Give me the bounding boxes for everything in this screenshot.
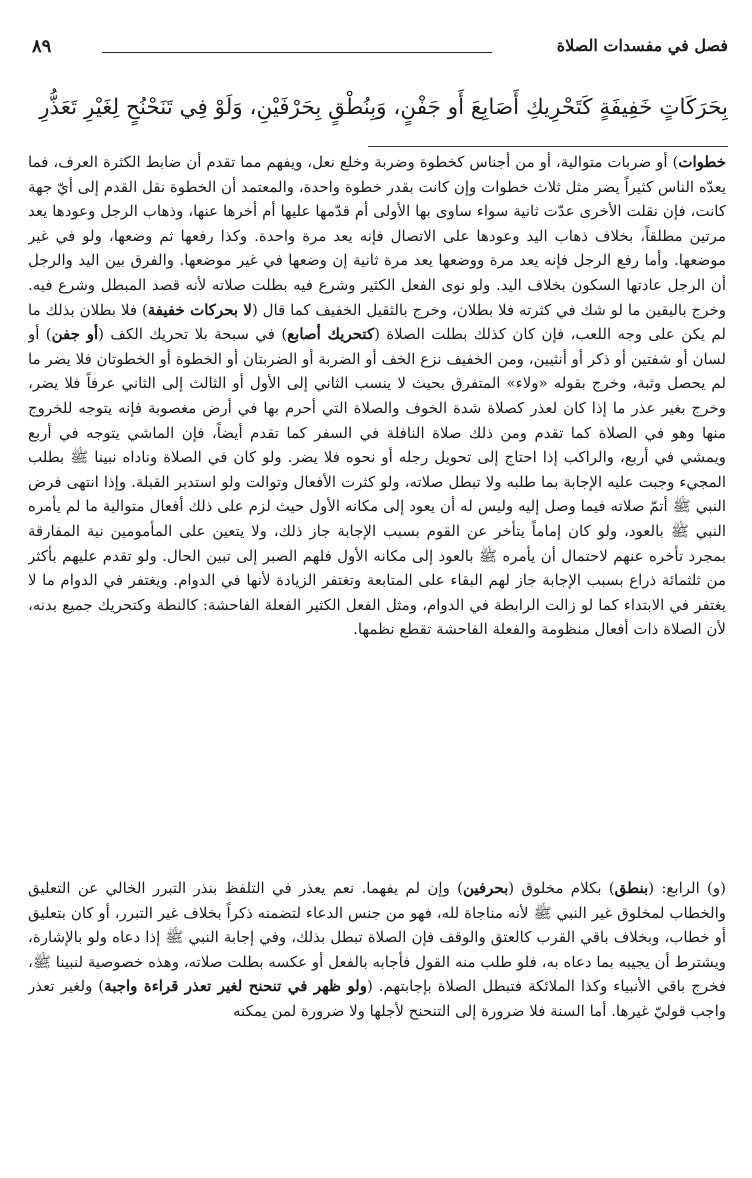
commentary-text: ) وإن لم يفهما. نعم يعذر في التلفظ بنذر التبرر الخالي عن التعليق والخطاب لمخلوق غير النبي ﷺ لأنه مناجاة لله، فهو من جنس الدعاء لتضمنه ذكراً بخلاف غير التبرر، أو كان بتعليق أو خطاب، وبخلاف باقي القرب كالعتق والوقف فإن الصلاة تبطل بذلك، وفي إجابة النبي ﷺ إذا دعاه ولو بالإشارة، ويشترط أن يجيبه بما دعاه به، فلو طلب منه القول فأجابه بالفعل أو عكسه بطلت صلاته، وهذه خصوصية لنبينا ﷺ، فخرج باقي الأنبياء وكذا الملائكة فتبطل الصلاة بإجابتهم. ( (28, 879, 726, 996)
matn-quote: أو جفن (51, 325, 99, 344)
commentary-text: ) في سبحة بلا تحريك الكف ( (98, 325, 288, 344)
matn-quote: بحرفين (463, 879, 509, 897)
commentary-text: ) بكلام مخلوق ( (508, 879, 615, 897)
matn-quote: كتحريك أصابع (287, 325, 375, 344)
commentary-text: ) فلا بطلان بذلك ما لم يكن على وجه اللعب، فإن كان كذلك بطلت الصلاة ( (28, 300, 726, 344)
matn-quote: بنطق (614, 879, 649, 897)
commentary-paragraph-2 (28, 876, 726, 1090)
commentary-text: (و) الرابع: ( (648, 879, 726, 897)
page-header (22, 36, 732, 62)
document-page (22, 0, 732, 1178)
matn-quote: خطوات (678, 153, 726, 171)
matn-quote: لا بحركات خفيفة (147, 300, 252, 319)
chapter-title: فصل في مفسدات الصلاة (556, 36, 728, 55)
footnote-separator (368, 146, 728, 147)
matn-quote: ولو ظهر في تنحنح لغير تعذر قراءة واجبة (104, 977, 367, 996)
commentary-text: ) أو لسان أو شفتين أو ذكر أو أنثيين، ومن الخفيف نزع الخف أو الضربة أو الضربتان أو الخطوة أو الخطوتان فلا يضر ما لم يحصل وثبة، وخرج بقوله «ولاء» المتفرق بحيث لا ينسب الثاني إلى الأول أو الثالث إلى الثاني عرفاً فلا يضر، وخرج بغير عذر ما إذا كان لعذر كصلاة شدة الخوف والصلاة التي أحرم بها في أرض مغصوبة فإنه يتوجه للخروج منها وهو في الصلاة كما تقدم ومن ذلك صلاة النافلة في السفر كما تقدم أيضاً، فإن الماشي يتوجه في أربع ويمشي في أربع، والراكب إذا احتاج إلى تحويل رجله أو نحوه فلا يضر. ولو كان في الصلاة وناداه نبينا ﷺ بطلب المجيء وجبت عليه الإجابة بما طلبه ولا تبطل صلاته، ولو كثرت الأفعال وتوالت ولو استدبر القبلة. وإذا انتهى فرض النبي ﷺ أتمّ صلاته فيما وصل إليه وليس له أن يعود إلى مكانه الأول حيث لزم على ذلك أفعال متوالية ما لم يأمره النبي ﷺ بالعود، ولو كان إماماً يتأخر عن القوم بسبب الإجابة جاز ذلك، ولا يتعين على المأمومين نية المفارقة بمجرد تأخره عنهم لاحتمال أن يأمره ﷺ بالعود إلى مكانه الأول فلهم الصبر إلى تبين الحال. ولو تقدم عليهم بأكثر من ثلثمائة ذراع بسبب الإجابة جاز لهم البقاء على المتابعة وتغتفر الزيادة لأنها في الدوام. ويغتفر في الدوام ما لا يغتفر في الابتداء كما لو زالت الرابطة في الدوام، ومثل الفعل الكثير الفعلة الفاحشة: كالنطة وكتحريك جميع بدنه، لأن الصلاة ذات أفعال منظومة والفعلة الفاحشة تقطع نظمها. (28, 325, 726, 639)
page-number: ٨٩ (32, 36, 52, 57)
commentary-text: ) أو ضربات متوالية، أو من أجناس كخطوة وضربة وخلع نعل، ويفهم مما تقدم أن ضابط الكثرة العرف، فما يعدّه الناس كثيراً يضر مثل ثلاث خطوات وإن كانت بقدر خطوة واحدة، والمعتمد أن الخطوة نقل القدم إلى أيّ جهة كانت، فإن نقلت الأخرى عدّت ثانية سواء ساوى بها الأولى أم قدّمها عليها أم أخرها عنها، وذهاب الرجل وعودها يعد مرتين مطلقاً، بخلاف ذهاب اليد وعودها على الاتصال فإنه يعد مرة واحدة. وكذا رفعها ثم وضعها، ولو في غير موضعها. وأما رفع الرجل فإنه يعد مرة ووضعها يعد مرة ثانية إن وضعها في غير موضعها. والفرق بين اليد والرجل أن الرجل عادتها السكون بخلاف اليد. ولو نوى الفعل الكثير وشرع فيه بطلت صلاته لأنه قصد المبطل وشرع فيه. وخرج باليقين ما لو شك في كثرته فلا بطلان، وخرج بالثقيل الخفيف كما قال ( (28, 153, 726, 319)
commentary-text: ) ولغير تعذر واجب قوليّ غيرها. أما السنة فلا ضرورة إلى التنحنح لأجلها ولا ضرورة لمن يمكنه (28, 977, 726, 1020)
commentary-paragraph-1 (28, 150, 726, 864)
matn-text-line: بِحَرَكَاتٍ خَفِيفَةٍ كَتَحْرِيكِ أَصَابِعَ أَو جَفْنٍ، وَبِنُطْقٍ بِحَرْفَيْنِ، وَلَوْ فِي تَنَحْنُحٍ لِغَيْرِ تَعَذُّرِ (39, 95, 728, 120)
header-rule (102, 52, 492, 53)
